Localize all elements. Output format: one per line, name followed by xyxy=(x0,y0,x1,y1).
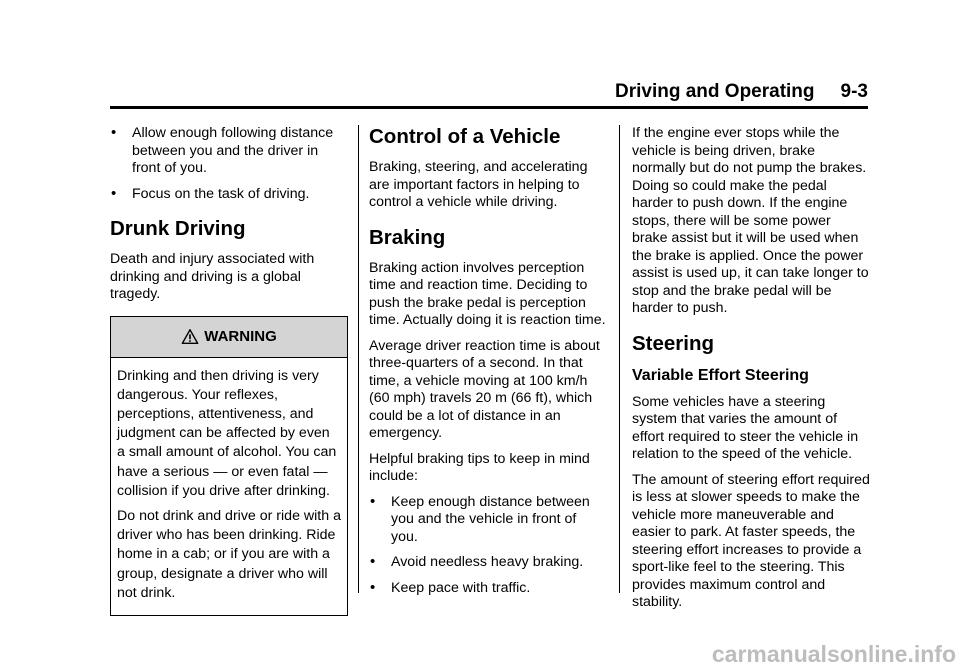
warning-box xyxy=(110,316,348,616)
list-item-text: Focus on the task of driving. xyxy=(132,185,310,202)
warning-title: WARNING xyxy=(204,328,277,345)
page-header xyxy=(110,78,868,109)
steering-paragraph: Some vehicles have a steering system that varies the amount of effort required to steer the vehicle in relation to the speed of the vehicle. xyxy=(632,393,859,462)
bullet-icon: • xyxy=(370,553,376,570)
column-right xyxy=(632,125,870,620)
bullet-icon: • xyxy=(111,184,117,202)
warning-header xyxy=(111,317,347,358)
bullet-icon: • xyxy=(370,578,376,596)
bullet-icon: • xyxy=(111,124,117,141)
watermark: carmanualsonline.info xyxy=(711,641,956,667)
list-item xyxy=(110,125,350,178)
list-item-text: Allow enough following distance between you and the driver in front of you. xyxy=(132,125,334,176)
list-item xyxy=(369,494,607,547)
column-middle xyxy=(369,125,607,605)
braking-paragraph: Braking action involves perception time and reaction time. Deciding to push the brake pedal is perception time. Actually doing it is reaction time. xyxy=(369,259,606,328)
list-item-text: Keep enough distance between you and the vehicle in front of you. xyxy=(391,493,590,545)
control-text: Braking, steering, and accelerating are important factors in helping to control a vehicle while driving. xyxy=(369,159,588,210)
list-item xyxy=(110,186,350,204)
warning-paragraph: Drinking and then driving is very dangerous. Your reflexes, perceptions, attentiveness, and judgment can be affected by even a small amount of alcohol. You can have a serious — or even fatal — collision if you drive after drinking. xyxy=(117,367,337,499)
variable-effort-heading: Variable Effort Steering xyxy=(632,366,809,384)
column-divider xyxy=(358,125,359,593)
warning-body xyxy=(111,358,347,615)
section-title: Driving and Operating xyxy=(615,81,815,102)
column-divider xyxy=(619,125,620,593)
list-item-text: Avoid needless heavy braking. xyxy=(391,554,584,570)
bullet-icon: • xyxy=(370,492,376,510)
steering-paragraph: The amount of steering effort required is less at slower speeds to make the vehicle more maneuverable and easier to park. At faster speeds, the steering effort increases to provide a sport-like feel to the steering. This provides maximum control and stability. xyxy=(632,471,870,610)
drunk-driving-heading: Drunk Driving xyxy=(110,217,246,240)
engine-stop-text: If the engine ever stops while the vehicle is being driven, brake normally but do not pump the brakes. Doing so could make the pedal harder to push down. If the engine stops, there will be some power brake assist but it will be used when the brake is applied. Once the power assist is used up, it can take longer to stop and the brake pedal will be harder to push. xyxy=(632,125,869,316)
list-item xyxy=(369,554,607,572)
list-item-text: Keep pace with traffic. xyxy=(391,579,531,596)
braking-paragraph: Average driver reaction time is about three-quarters of a second. In that time, a vehicle moving at 100 km/h (60 mph) travels 20 m (66 ft), which could be a lot of distance in an emergency. xyxy=(369,337,600,441)
braking-paragraph: Helpful braking tips to keep in mind include: xyxy=(369,450,590,484)
control-heading: Control of a Vehicle xyxy=(369,125,561,148)
braking-heading: Braking xyxy=(369,225,446,249)
drunk-driving-text: Death and injury associated with drinking and driving is a global tragedy. xyxy=(110,251,315,302)
column-left xyxy=(110,125,350,616)
list-item xyxy=(369,580,607,598)
warning-triangle-icon xyxy=(181,328,199,346)
warning-paragraph: Do not drink and drive or ride with a driver who has been drinking. Ride home in a cab; or if you are with a group, designate a driver who will not drink. xyxy=(117,507,341,601)
page-number: 9-3 xyxy=(840,81,868,102)
steering-heading: Steering xyxy=(632,331,715,355)
